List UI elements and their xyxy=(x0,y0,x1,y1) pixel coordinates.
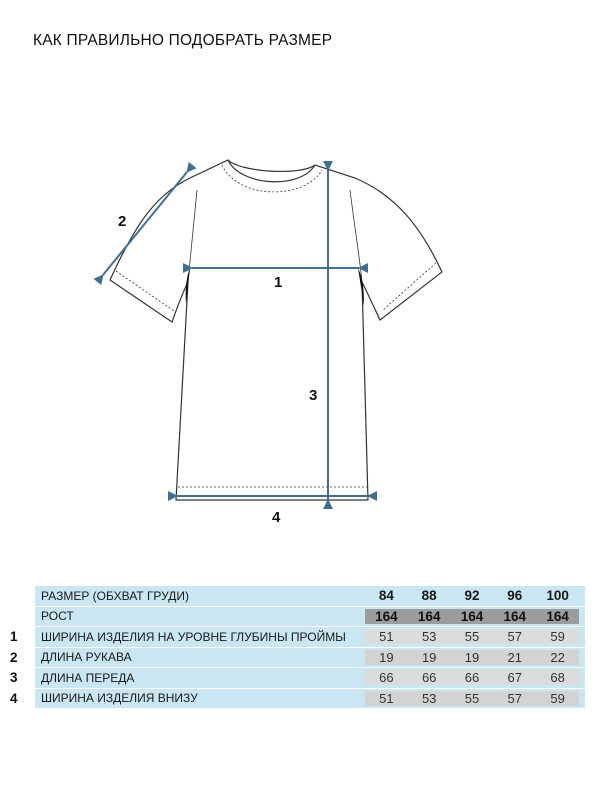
table-cell: 51 xyxy=(379,690,394,706)
table-cell: 57 xyxy=(507,629,523,645)
table-cell: 19 xyxy=(421,649,437,665)
row-label: ШИРИНА ИЗДЕЛИЯ ВНИЗУ xyxy=(41,691,198,706)
height-cell: 164 xyxy=(417,608,441,624)
size-header-row xyxy=(35,586,585,606)
table-cell: 53 xyxy=(421,629,437,645)
height-cell: 164 xyxy=(546,608,569,624)
table-cell: 67 xyxy=(507,670,523,686)
table-cell: 66 xyxy=(379,670,394,686)
table-cell: 21 xyxy=(507,649,523,665)
table-cell: 66 xyxy=(464,670,480,686)
table-cell: 55 xyxy=(464,690,480,706)
measure-label-3: 3 xyxy=(309,387,318,404)
table-cell: 51 xyxy=(379,629,394,645)
table-row xyxy=(10,647,585,668)
table-row xyxy=(10,626,585,647)
table-cell: 55 xyxy=(464,629,480,645)
size-cell: 92 xyxy=(464,588,480,604)
row-number: 3 xyxy=(10,670,18,686)
size-cell: 88 xyxy=(421,588,437,604)
table-cell: 53 xyxy=(421,690,437,706)
table-cell: 19 xyxy=(379,649,394,665)
size-cell: 100 xyxy=(546,588,569,604)
row-label: ШИРИНА ИЗДЕЛИЯ НА УРОВНЕ ГЛУБИНЫ ПРОЙМЫ xyxy=(41,629,346,644)
size-header-label: РАЗМЕР (ОБХВАТ ГРУДИ) xyxy=(41,588,190,603)
height-row xyxy=(35,606,585,627)
table-cell: 57 xyxy=(507,690,523,706)
row-label: ДЛИНА ПЕРЕДА xyxy=(41,670,135,685)
size-cell: 96 xyxy=(507,588,523,604)
size-table xyxy=(10,586,585,708)
height-label: РОСТ xyxy=(41,609,74,624)
row-label: ДЛИНА РУКАВА xyxy=(41,650,132,665)
table-cell: 22 xyxy=(550,649,565,665)
measure-label-1: 1 xyxy=(274,274,283,291)
height-cell: 164 xyxy=(375,608,398,624)
row-number: 4 xyxy=(10,690,18,706)
table-cell: 66 xyxy=(421,670,437,686)
table-row xyxy=(10,667,585,688)
table-cell: 59 xyxy=(550,690,565,706)
row-number: 1 xyxy=(10,629,18,645)
table-row xyxy=(10,688,585,709)
page-title: КАК ПРАВИЛЬНО ПОДОБРАТЬ РАЗМЕР xyxy=(33,32,333,49)
tshirt-outline xyxy=(110,160,442,500)
size-cell: 84 xyxy=(378,588,394,604)
measure-label-4: 4 xyxy=(272,509,281,526)
row-number: 2 xyxy=(10,649,18,665)
measure-label-2: 2 xyxy=(118,213,127,230)
table-cell: 59 xyxy=(550,629,565,645)
height-cell: 164 xyxy=(460,608,484,624)
table-cell: 68 xyxy=(550,670,565,686)
height-cell: 164 xyxy=(503,608,527,624)
table-cell: 19 xyxy=(464,649,480,665)
